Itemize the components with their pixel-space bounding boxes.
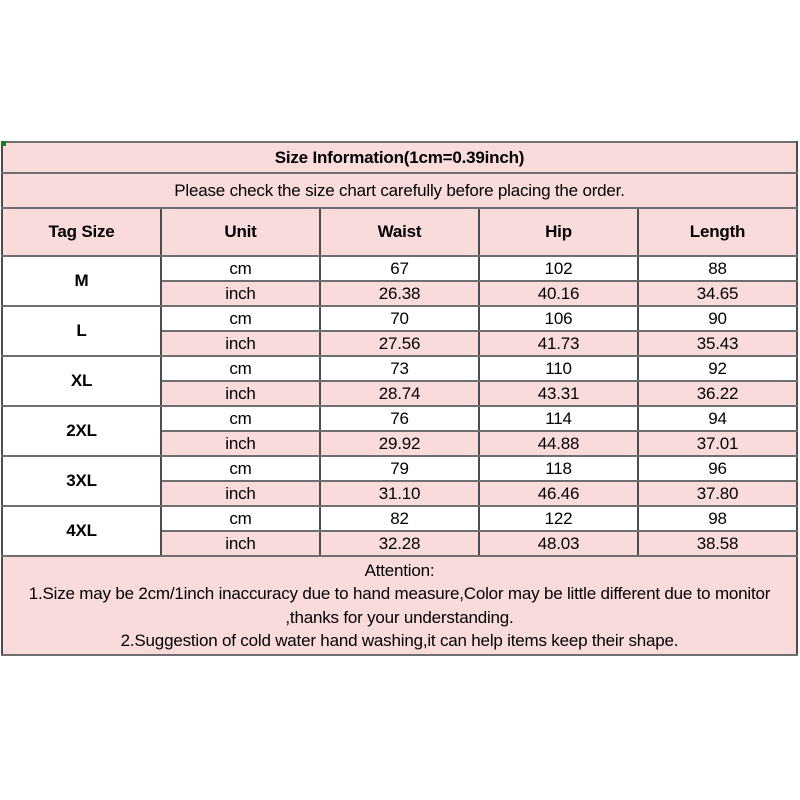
length-inch-value: 38.58 <box>638 531 797 556</box>
column-header-unit: Unit <box>161 208 320 256</box>
unit-cell: cm <box>161 256 320 281</box>
hip-inch-value: 44.88 <box>479 431 638 456</box>
subtitle-row <box>2 173 797 208</box>
table-row-3xl-cm <box>2 456 797 481</box>
length-cm-value: 88 <box>638 256 797 281</box>
attention-heading: Attention: <box>364 560 435 580</box>
attention-note <box>2 556 797 655</box>
length-inch-value: 37.01 <box>638 431 797 456</box>
size-label-3xl: 3XL <box>2 456 161 506</box>
hip-cm-value: 122 <box>479 506 638 531</box>
table-row-4xl-cm <box>2 506 797 531</box>
unit-cell: inch <box>161 281 320 306</box>
waist-inch-value: 32.28 <box>320 531 479 556</box>
waist-cm-value: 79 <box>320 456 479 481</box>
hip-cm-value: 106 <box>479 306 638 331</box>
table-row-xl-cm <box>2 356 797 381</box>
title-row <box>2 142 797 173</box>
length-inch-value: 36.22 <box>638 381 797 406</box>
length-cm-value: 96 <box>638 456 797 481</box>
hip-inch-value: 46.46 <box>479 481 638 506</box>
unit-cell: inch <box>161 331 320 356</box>
unit-cell: inch <box>161 381 320 406</box>
column-header-tag-size: Tag Size <box>2 208 161 256</box>
size-label-xl: XL <box>2 356 161 406</box>
unit-cell: cm <box>161 306 320 331</box>
hip-cm-value: 118 <box>479 456 638 481</box>
unit-cell: cm <box>161 506 320 531</box>
length-cm-value: 90 <box>638 306 797 331</box>
waist-inch-value: 28.74 <box>320 381 479 406</box>
length-cm-value: 94 <box>638 406 797 431</box>
length-cm-value: 98 <box>638 506 797 531</box>
hip-inch-value: 48.03 <box>479 531 638 556</box>
unit-cell: cm <box>161 456 320 481</box>
attention-line-2: ,thanks for your understanding. <box>285 607 514 627</box>
size-label-m: M <box>2 256 161 306</box>
attention-row <box>2 556 797 655</box>
table-row-2xl-cm <box>2 406 797 431</box>
size-chart-table <box>1 141 798 656</box>
hip-cm-value: 102 <box>479 256 638 281</box>
waist-cm-value: 76 <box>320 406 479 431</box>
column-header-row <box>2 208 797 256</box>
hip-inch-value: 40.16 <box>479 281 638 306</box>
unit-cell: inch <box>161 431 320 456</box>
hip-cm-value: 114 <box>479 406 638 431</box>
hip-inch-value: 43.31 <box>479 381 638 406</box>
unit-cell: cm <box>161 406 320 431</box>
hip-cm-value: 110 <box>479 356 638 381</box>
size-label-2xl: 2XL <box>2 406 161 456</box>
length-cm-value: 92 <box>638 356 797 381</box>
unit-cell: cm <box>161 356 320 381</box>
table-row-m-cm <box>2 256 797 281</box>
hip-inch-value: 41.73 <box>479 331 638 356</box>
waist-inch-value: 29.92 <box>320 431 479 456</box>
attention-line-1: 1.Size may be 2cm/1inch inaccuracy due to hand measure,Color may be little different due to monitor <box>28 584 771 603</box>
unit-cell: inch <box>161 481 320 506</box>
waist-cm-value: 70 <box>320 306 479 331</box>
column-header-length: Length <box>638 208 797 256</box>
waist-cm-value: 73 <box>320 356 479 381</box>
column-header-waist: Waist <box>320 208 479 256</box>
table-subtitle: Please check the size chart carefully before placing the order. <box>2 173 797 208</box>
size-label-4xl: 4XL <box>2 506 161 556</box>
waist-cm-value: 82 <box>320 506 479 531</box>
table-title: Size Information(1cm=0.39inch) <box>2 142 797 173</box>
waist-cm-value: 67 <box>320 256 479 281</box>
unit-cell: inch <box>161 531 320 556</box>
waist-inch-value: 31.10 <box>320 481 479 506</box>
length-inch-value: 34.65 <box>638 281 797 306</box>
size-label-l: L <box>2 306 161 356</box>
waist-inch-value: 26.38 <box>320 281 479 306</box>
table-row-l-cm <box>2 306 797 331</box>
attention-line-3: 2.Suggestion of cold water hand washing,it can help items keep their shape. <box>120 631 679 650</box>
corner-artifact-mark <box>1 141 6 146</box>
length-inch-value: 35.43 <box>638 331 797 356</box>
waist-inch-value: 27.56 <box>320 331 479 356</box>
column-header-hip: Hip <box>479 208 638 256</box>
length-inch-value: 37.80 <box>638 481 797 506</box>
